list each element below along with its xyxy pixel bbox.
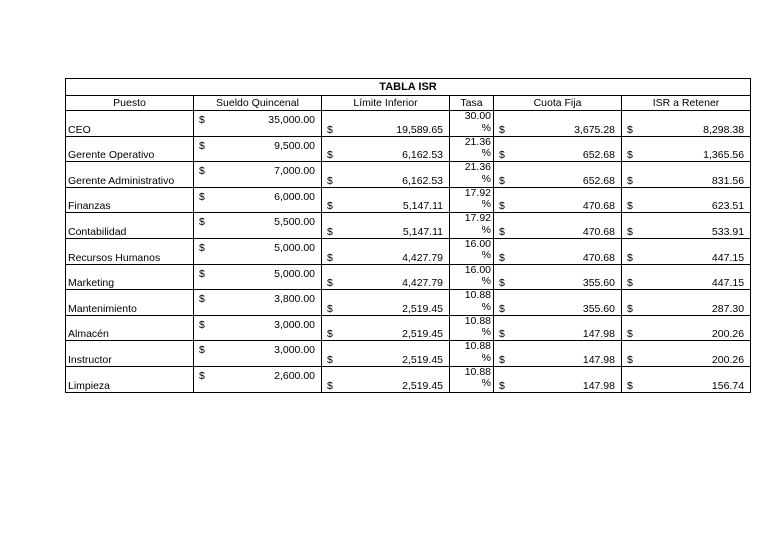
cell-tasa: [450, 238, 494, 264]
cell-isr-a-retener: [622, 366, 751, 392]
tasa-percent: %: [481, 172, 491, 185]
cell-cuota-fija: [494, 187, 622, 213]
table-row: [66, 315, 751, 341]
limite-amount: 5,147.11: [402, 225, 443, 238]
currency-symbol: $: [327, 123, 333, 136]
cuota-amount: 652.68: [582, 149, 615, 162]
currency-symbol: $: [499, 251, 505, 264]
cell-isr-a-retener: [622, 187, 751, 213]
currency-symbol: $: [199, 190, 205, 203]
isr-amount: 831.56: [711, 174, 745, 187]
cell-isr-a-retener: [622, 111, 751, 137]
currency-symbol: $: [627, 277, 633, 290]
table-row: [66, 111, 751, 137]
sueldo-amount: 3,000.00: [274, 318, 315, 331]
currency-symbol: $: [199, 369, 205, 382]
tasa-percent: %: [481, 326, 491, 339]
sueldo-amount: 3,000.00: [274, 344, 315, 357]
limite-amount: 2,519.45: [402, 379, 443, 392]
cuota-amount: 652.68: [582, 174, 615, 187]
cell-isr-a-retener: [622, 341, 751, 367]
table-title: TABLA ISR: [66, 79, 751, 96]
currency-symbol: $: [327, 174, 333, 187]
tasa-value: 17.92: [464, 187, 491, 199]
cell-tasa: [450, 290, 494, 316]
tasa-percent: %: [481, 147, 491, 160]
cell-cuota-fija: [494, 213, 622, 239]
isr-amount: 533.91: [711, 225, 745, 238]
currency-symbol: $: [327, 277, 333, 290]
currency-symbol: $: [327, 149, 333, 162]
limite-amount: 6,162.53: [402, 149, 443, 162]
tasa-value: 10.88: [464, 366, 491, 378]
cell-limite-inferior: [322, 366, 450, 392]
isr-amount: 200.26: [711, 328, 745, 341]
tasa-value: 16.00: [464, 238, 491, 250]
tasa-value: 10.88: [464, 340, 491, 353]
limite-amount: 5,147.11: [402, 200, 443, 213]
tasa-percent: %: [481, 275, 491, 288]
cuota-amount: 147.98: [582, 353, 615, 366]
cuota-amount: 470.68: [582, 251, 615, 264]
cell-isr-a-retener: [622, 162, 751, 188]
currency-symbol: $: [327, 353, 333, 366]
cell-cuota-fija: [494, 264, 622, 290]
isr-amount: 1,365.56: [703, 149, 745, 162]
tasa-value: 21.36: [464, 136, 491, 148]
cuota-amount: 3,675.28: [574, 123, 615, 136]
currency-symbol: $: [199, 139, 205, 152]
currency-symbol: $: [499, 149, 505, 162]
cell-cuota-fija: [494, 290, 622, 316]
tasa-value: 10.88: [464, 289, 491, 302]
cell-cuota-fija: [494, 315, 622, 341]
cell-puesto: Gerente Administrativo: [66, 162, 194, 188]
currency-symbol: $: [199, 267, 205, 280]
cell-isr-a-retener: [622, 315, 751, 341]
currency-symbol: $: [199, 241, 205, 254]
currency-symbol: $: [327, 379, 333, 392]
currency-symbol: $: [627, 200, 633, 213]
cell-limite-inferior: [322, 111, 450, 137]
table-body: [66, 111, 751, 393]
currency-symbol: $: [499, 353, 505, 366]
sueldo-amount: 3,800.00: [274, 293, 315, 306]
table-row: [66, 341, 751, 367]
currency-symbol: $: [199, 344, 205, 357]
cuota-amount: 470.68: [582, 225, 615, 238]
cuota-amount: 470.68: [582, 200, 615, 213]
table-row: [66, 187, 751, 213]
currency-symbol: $: [499, 225, 505, 238]
cell-isr-a-retener: [622, 264, 751, 290]
cell-sueldo: [194, 187, 322, 213]
cell-sueldo: [194, 264, 322, 290]
cell-limite-inferior: [322, 290, 450, 316]
table-row: [66, 366, 751, 392]
header-cuota-fija: Cuota Fija: [494, 96, 622, 111]
currency-symbol: $: [499, 277, 505, 290]
header-sueldo-quincenal: Sueldo Quincenal: [194, 96, 322, 111]
cell-limite-inferior: [322, 213, 450, 239]
cell-cuota-fija: [494, 162, 622, 188]
limite-amount: 2,519.45: [402, 302, 443, 315]
header-isr-a-retener: ISR a Retener: [622, 96, 751, 111]
currency-symbol: $: [627, 251, 633, 264]
currency-symbol: $: [627, 328, 633, 341]
cell-sueldo: [194, 366, 322, 392]
table-row: [66, 213, 751, 239]
cell-tasa: [450, 213, 494, 239]
cell-tasa: [450, 187, 494, 213]
header-tasa: Tasa: [450, 96, 494, 111]
tasa-value: 17.92: [464, 212, 491, 225]
isr-amount: 156.74: [711, 379, 745, 392]
cell-limite-inferior: [322, 315, 450, 341]
currency-symbol: $: [627, 225, 633, 238]
cell-cuota-fija: [494, 136, 622, 162]
cell-isr-a-retener: [622, 290, 751, 316]
limite-amount: 19,589.65: [396, 123, 443, 136]
currency-symbol: $: [627, 174, 633, 187]
currency-symbol: $: [199, 216, 205, 229]
tasa-value: 21.36: [464, 161, 491, 174]
cell-puesto: Instructor: [66, 341, 194, 367]
cell-cuota-fija: [494, 238, 622, 264]
cell-tasa: [450, 136, 494, 162]
currency-symbol: $: [499, 200, 505, 213]
currency-symbol: $: [327, 328, 333, 341]
cell-puesto: Finanzas: [66, 187, 194, 213]
cell-isr-a-retener: [622, 136, 751, 162]
currency-symbol: $: [627, 353, 633, 366]
cell-sueldo: [194, 162, 322, 188]
cell-sueldo: [194, 213, 322, 239]
cell-cuota-fija: [494, 111, 622, 137]
cell-cuota-fija: [494, 341, 622, 367]
cuota-amount: 355.60: [582, 302, 615, 315]
sueldo-amount: 5,000.00: [274, 267, 315, 280]
cell-cuota-fija: [494, 366, 622, 392]
cell-tasa: [450, 315, 494, 341]
cell-sueldo: [194, 111, 322, 137]
cell-puesto: Almacén: [66, 315, 194, 341]
cell-tasa: [450, 366, 494, 392]
sueldo-amount: 7,000.00: [274, 165, 315, 178]
cell-sueldo: [194, 315, 322, 341]
table-row: [66, 290, 751, 316]
cell-tasa: [450, 162, 494, 188]
currency-symbol: $: [327, 302, 333, 315]
cuota-amount: 355.60: [582, 277, 615, 290]
cell-puesto: CEO: [66, 111, 194, 137]
isr-table: [65, 78, 751, 393]
cell-limite-inferior: [322, 341, 450, 367]
cell-sueldo: [194, 136, 322, 162]
sueldo-amount: 6,000.00: [274, 190, 315, 203]
tasa-percent: %: [481, 351, 491, 364]
cell-puesto: Gerente Operativo: [66, 136, 194, 162]
cuota-amount: 147.98: [582, 328, 615, 341]
cell-limite-inferior: [322, 264, 450, 290]
limite-amount: 4,427.79: [402, 251, 443, 264]
currency-symbol: $: [327, 225, 333, 238]
table-title-row: [66, 79, 751, 96]
cell-puesto: Contabilidad: [66, 213, 194, 239]
cell-puesto: Marketing: [66, 264, 194, 290]
currency-symbol: $: [199, 293, 205, 306]
currency-symbol: $: [499, 174, 505, 187]
cuota-amount: 147.98: [582, 379, 615, 392]
table-row: [66, 264, 751, 290]
currency-symbol: $: [627, 149, 633, 162]
header-limite-inferior: Límite Inferior: [322, 96, 450, 111]
tasa-percent: %: [481, 249, 491, 262]
limite-amount: 4,427.79: [402, 277, 443, 290]
cell-isr-a-retener: [622, 213, 751, 239]
tasa-percent: %: [481, 300, 491, 313]
cell-puesto: Mantenimiento: [66, 290, 194, 316]
cell-sueldo: [194, 290, 322, 316]
currency-symbol: $: [499, 379, 505, 392]
header-puesto: Puesto: [66, 96, 194, 111]
cell-limite-inferior: [322, 238, 450, 264]
sueldo-amount: 5,500.00: [274, 216, 315, 229]
currency-symbol: $: [199, 114, 205, 126]
currency-symbol: $: [199, 165, 205, 178]
tasa-value: 16.00: [464, 264, 491, 276]
sueldo-amount: 35,000.00: [268, 114, 315, 126]
cell-tasa: [450, 111, 494, 137]
isr-amount: 623.51: [711, 200, 745, 213]
sueldo-amount: 5,000.00: [274, 241, 315, 254]
sueldo-amount: 9,500.00: [274, 139, 315, 152]
limite-amount: 6,162.53: [402, 174, 443, 187]
currency-symbol: $: [499, 302, 505, 315]
cell-tasa: [450, 341, 494, 367]
isr-amount: 8,298.38: [703, 123, 745, 136]
tasa-value: 30.00: [464, 110, 491, 122]
table-header-row: [66, 96, 751, 111]
cell-sueldo: [194, 238, 322, 264]
sueldo-amount: 2,600.00: [274, 369, 315, 382]
table-row: [66, 238, 751, 264]
tasa-percent: %: [481, 198, 491, 211]
currency-symbol: $: [627, 123, 633, 136]
cell-puesto: Recursos Humanos: [66, 238, 194, 264]
currency-symbol: $: [627, 302, 633, 315]
isr-amount: 447.15: [711, 277, 745, 290]
currency-symbol: $: [499, 328, 505, 341]
cell-isr-a-retener: [622, 238, 751, 264]
isr-amount: 447.15: [711, 251, 745, 264]
limite-amount: 2,519.45: [402, 328, 443, 341]
cell-limite-inferior: [322, 187, 450, 213]
cell-sueldo: [194, 341, 322, 367]
tasa-percent: %: [481, 223, 491, 236]
cell-tasa: [450, 264, 494, 290]
currency-symbol: $: [327, 251, 333, 264]
tasa-value: 10.88: [464, 315, 491, 327]
cell-limite-inferior: [322, 136, 450, 162]
table-row: [66, 162, 751, 188]
tasa-percent: %: [481, 377, 491, 390]
currency-symbol: $: [499, 123, 505, 136]
isr-amount: 200.26: [711, 353, 745, 366]
limite-amount: 2,519.45: [402, 353, 443, 366]
currency-symbol: $: [199, 318, 205, 331]
cell-puesto: Limpieza: [66, 366, 194, 392]
currency-symbol: $: [627, 379, 633, 392]
cell-limite-inferior: [322, 162, 450, 188]
tasa-percent: %: [481, 121, 491, 134]
currency-symbol: $: [327, 200, 333, 213]
isr-amount: 287.30: [711, 302, 745, 315]
table-row: [66, 136, 751, 162]
